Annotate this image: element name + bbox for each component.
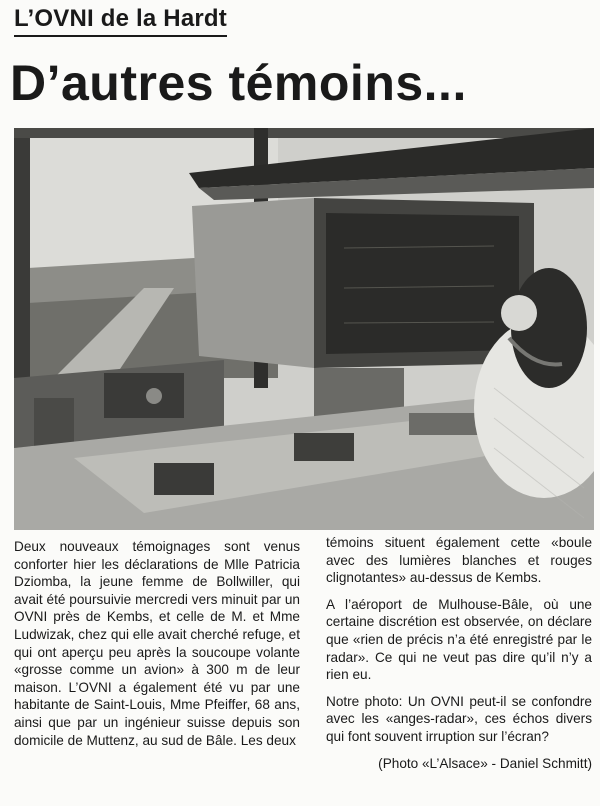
article-paragraph: Deux nouveaux témoignages sont venus conforter hier les déclarations de Mlle Patricia Dziomba, la jeune femme de Bollwiller, qui avait été poursuivie mercredi vers minuit par un OVNI près de Kembs, et celle de M. et Mme Ludwizak, chez qui elle avait cherché refuge, et qui ont aperçu peu après la soucoupe volante «grosse comme un avion» à 300 m de leur maison. L’OVNI a également été vu par une habitante de Saint-Louis, Mme Pfeiffer, 68 ans, ainsi que par un ingénieur suisse depuis son domicile de Muttenz, au sud de Bâle. Les deux	[14, 539, 300, 748]
article-column-left	[14, 538, 300, 758]
section-kicker: L’OVNI de la Hardt	[14, 5, 227, 37]
headline: D’autres témoins...	[10, 55, 467, 111]
article-paragraph: A l’aéroport de Mulhouse-Bâle, où une certaine discrétion est observée, on déclare que «rien de précis n’a été enregistré par le radar». Ce qui ne veut pas dire qu’il n’y a rien eu.	[326, 596, 592, 683]
photo-caption: Notre photo: Un OVNI peut-il se confondre avec les «anges-radar», ces échos divers qui font souvent irruption sur l’écran?	[326, 693, 592, 744]
airport-radar-console-photo	[14, 128, 594, 530]
photo-credit: (Photo «L’Alsace» - Daniel Schmitt)	[378, 755, 592, 771]
article-paragraph: témoins situent également cette «boule avec des lumières blanches et rouges clignotantes» au-dessus de Kembs.	[326, 535, 592, 586]
article-column-right	[326, 534, 592, 781]
